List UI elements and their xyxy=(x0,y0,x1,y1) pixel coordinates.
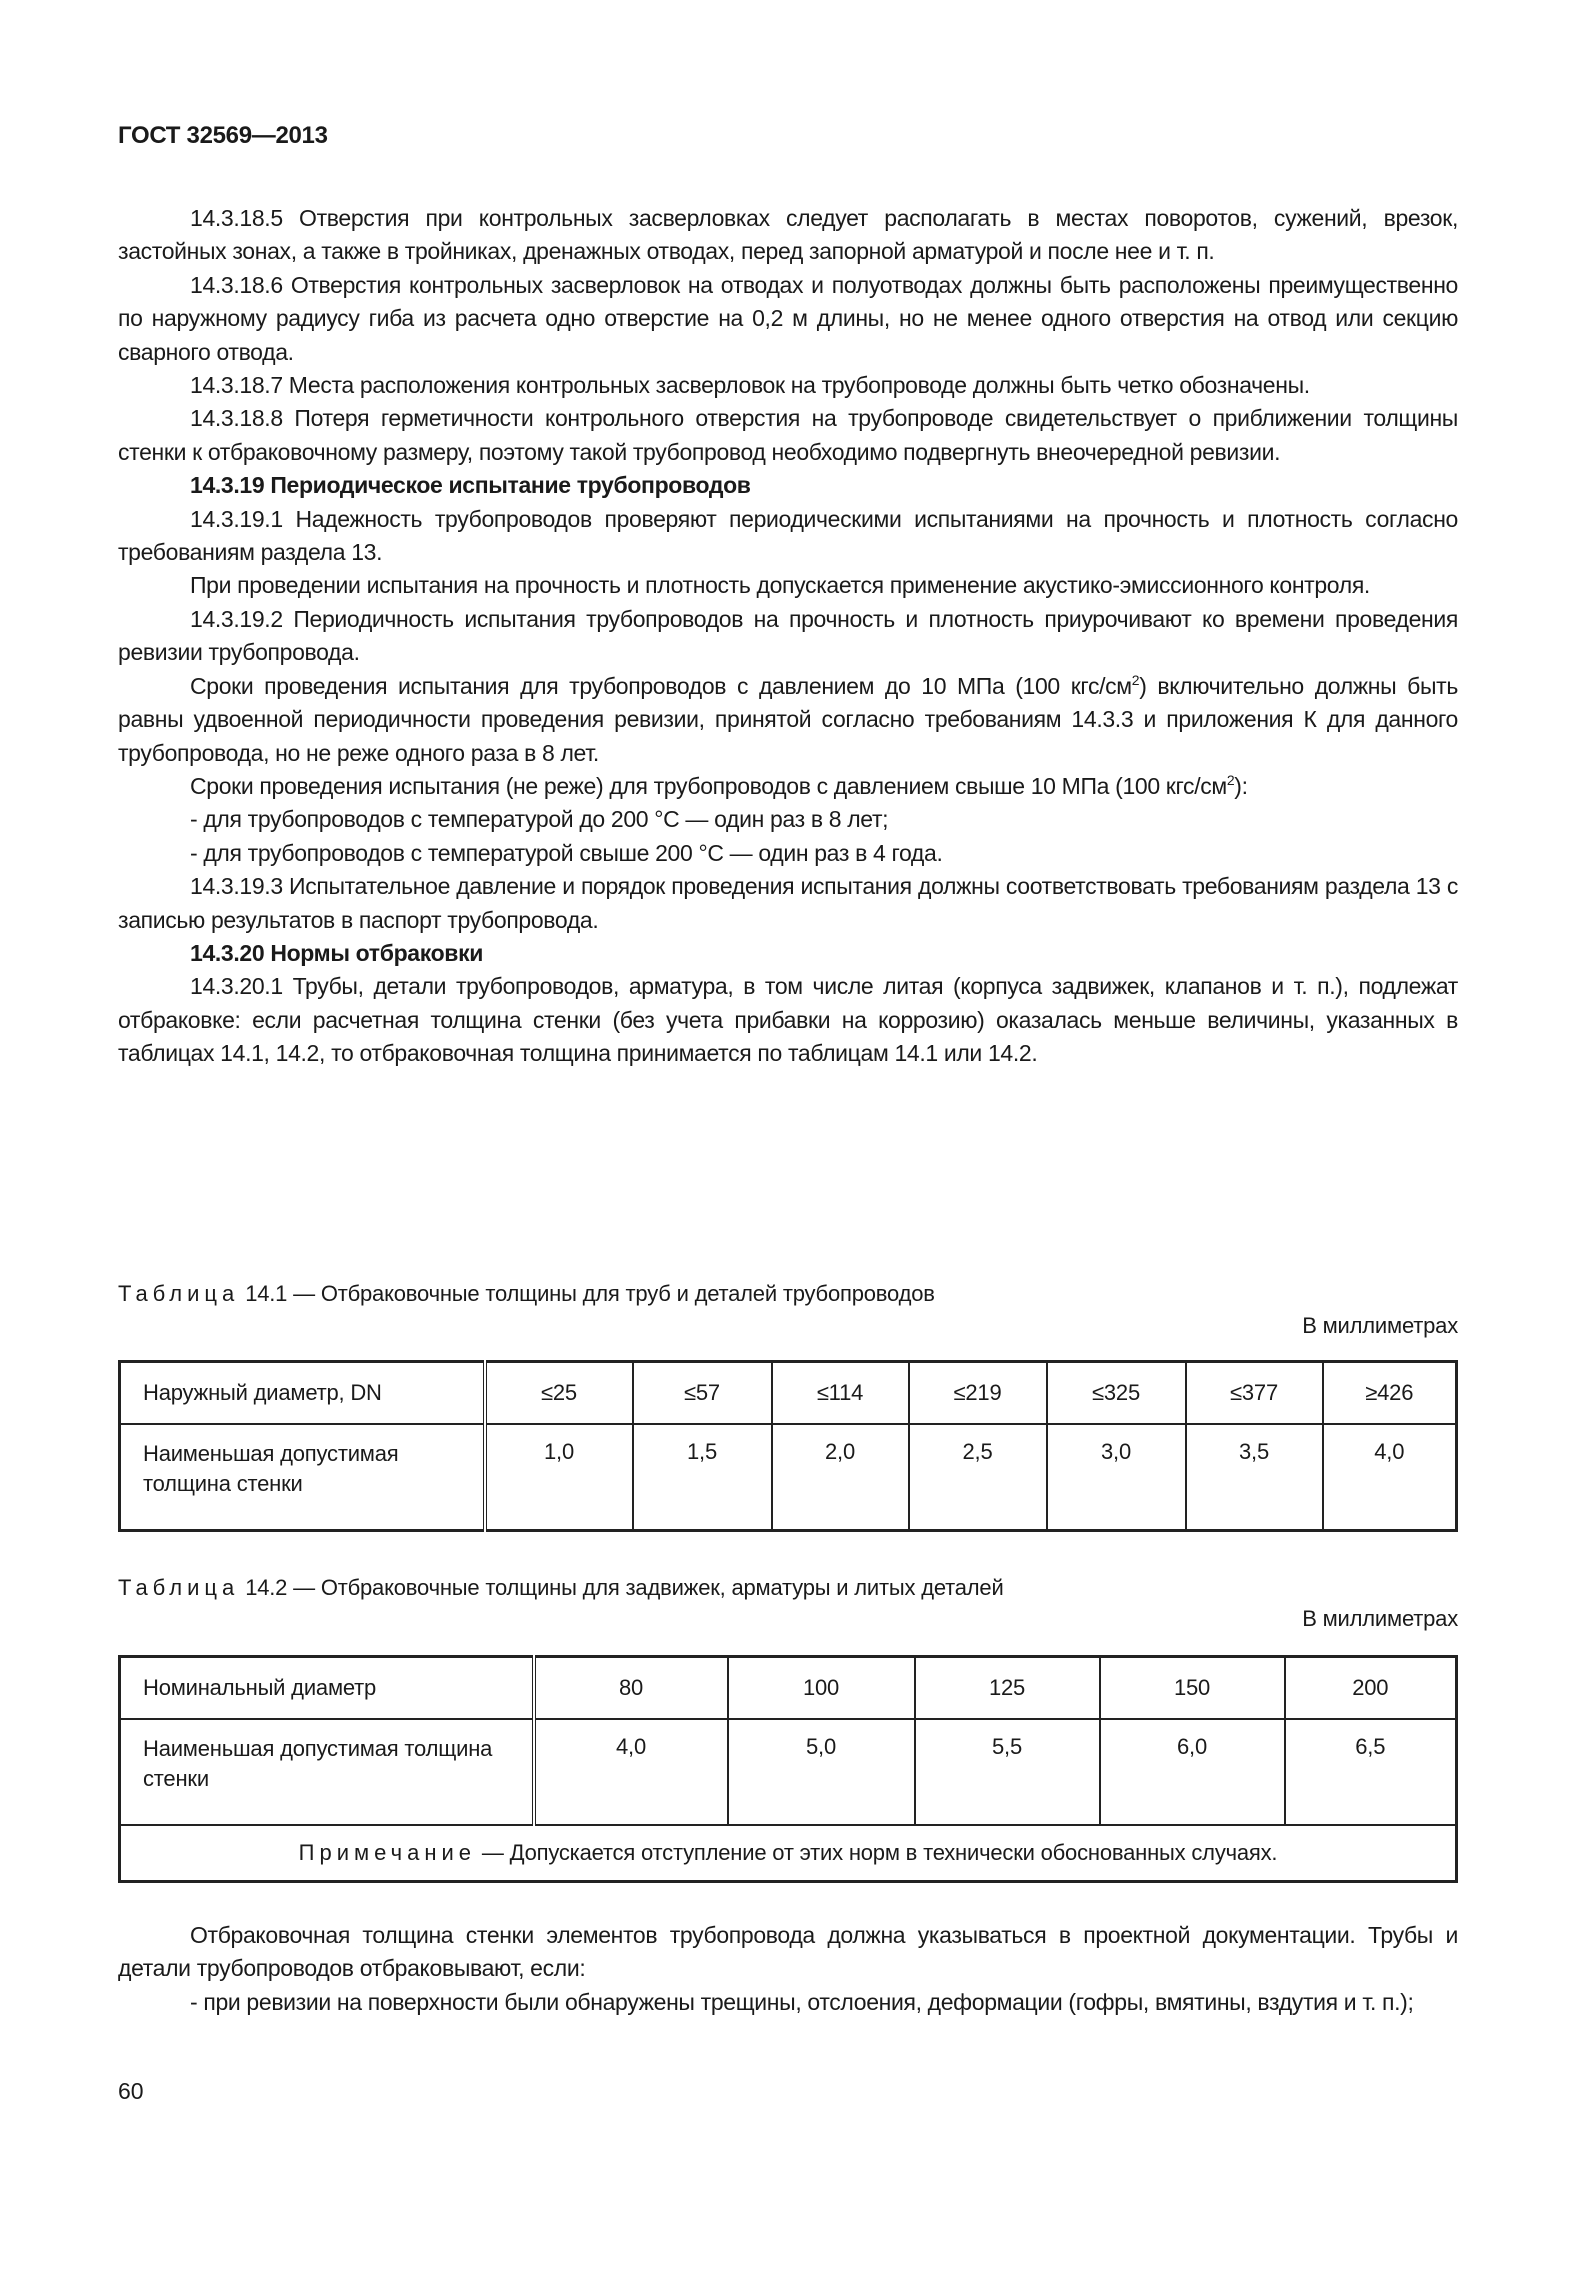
list-item: - при ревизии на поверхности были обнаружены трещины, отслоения, деформации (гофры, вмятины, вздутия и т. п.); xyxy=(190,1988,1414,2015)
cell: 3,0 xyxy=(1047,1424,1186,1531)
table-note xyxy=(120,1825,1457,1882)
cell: 6,0 xyxy=(1100,1719,1285,1825)
cell: 100 xyxy=(728,1657,915,1720)
paragraph: 14.3.19.3 Испытательное давление и порядок проведения испытания должны соответствовать требованиям раздела 13 с записью результатов в паспорт трубопровода. xyxy=(118,873,1458,933)
note-word: Примечание xyxy=(298,1840,476,1865)
cell: ≤325 xyxy=(1047,1362,1186,1425)
cell: 5,5 xyxy=(915,1719,1100,1825)
text-part: ): xyxy=(1234,772,1248,799)
paragraph: 14.3.18.7 Места расположения контрольных засверловок на трубопроводе должны быть четко обозначены. xyxy=(190,372,1310,399)
table-row xyxy=(120,1657,1457,1720)
paragraph: 14.3.20.1 Трубы, детали трубопроводов, арматура, в том числе литая (корпуса задвижек, клапанов и т. п.), подлежат отбраковке: если расчетная толщина стенки (без учета прибавки на коррозию) оказалась меньше величины, указанных в таблицах 14.1, 14.2, то отбраковочная толщина принимается по таблицам 14.1 или 14.2. xyxy=(118,973,1458,1067)
body-text-top xyxy=(118,202,1458,1071)
caption-text: 14.2 — Отбраковочные толщины для задвижек, арматуры и литых деталей xyxy=(245,1575,1004,1600)
section-heading: 14.3.20 Нормы отбраковки xyxy=(190,939,484,966)
paragraph: 14.3.18.6 Отверстия контрольных засверловок на отводах и полуотводах должны быть расположены преимущественно по наружному радиусу гиба из расчета одно отверстие на 0,2 м длины, но не менее одного отверстия на отвод или секцию сварного отвода. xyxy=(118,271,1458,365)
superscript: 2 xyxy=(1226,771,1235,788)
paragraph: При проведении испытания на прочность и плотность допускается применение акустико-эмиссионного контроля. xyxy=(190,572,1370,599)
text-part: Сроки проведения испытания (не реже) для трубопроводов с давлением свыше 10 МПа (100 кгс/см xyxy=(190,772,1227,799)
section-heading: 14.3.19 Периодическое испытание трубопроводов xyxy=(190,472,751,499)
cell: 1,0 xyxy=(485,1424,633,1531)
table-row xyxy=(120,1424,1457,1531)
table2-units: В миллиметрах xyxy=(1302,1606,1458,1631)
cell: 4,0 xyxy=(1323,1424,1457,1531)
paragraph: 14.3.18.5 Отверстия при контрольных засверловках следует располагать в местах поворотов, сужений, врезок, застойных зонах, а также в тройниках, дренажных отводах, перед запорной арматурой и после нее и т. п. xyxy=(118,205,1458,265)
list-item: - для трубопроводов с температурой свыше 200 °С — один раз в 4 года. xyxy=(190,839,943,866)
table-row xyxy=(120,1719,1457,1825)
document-header: ГОСТ 32569—2013 xyxy=(118,122,328,149)
cell: 150 xyxy=(1100,1657,1285,1720)
text-part: Сроки проведения испытания для трубопроводов с давлением до 10 МПа (100 кгс/см xyxy=(190,672,1132,699)
text-part: ) включительно должны быть равны удвоенной периодичности проведения ревизии, принятой согласно требованиям 14.3.3 и приложения К для данного трубопровода, но не реже одного раза в 8 лет. xyxy=(118,672,1458,766)
cell: 200 xyxy=(1285,1657,1457,1720)
caption-word: Таблица xyxy=(118,1281,240,1306)
caption-text: 14.1 — Отбраковочные толщины для труб и деталей трубопроводов xyxy=(245,1281,935,1306)
cell: 125 xyxy=(915,1657,1100,1720)
note-text: — Допускается отступление от этих норм в технически обоснованных случаях. xyxy=(481,1840,1278,1865)
table2-caption xyxy=(118,1575,1004,1601)
table1-caption xyxy=(118,1281,935,1307)
cell: 6,5 xyxy=(1285,1719,1457,1825)
paragraph: Отбраковочная толщина стенки элементов трубопровода должна указываться в проектной документации. Трубы и детали трубопроводов отбраковывают, если: xyxy=(118,1922,1458,1982)
table-note-row xyxy=(120,1825,1457,1882)
table1-units: В миллиметрах xyxy=(1302,1313,1458,1338)
paragraph: 14.3.18.8 Потеря герметичности контрольного отверстия на трубопроводе свидетельствует о приближении толщины стенки к отбраковочному размеру, поэтому такой трубопровод необходимо подвергнуть внеочередной ревизии. xyxy=(118,405,1458,465)
caption-word: Таблица xyxy=(118,1575,240,1600)
cell: 3,5 xyxy=(1186,1424,1323,1531)
cell: ≤377 xyxy=(1186,1362,1323,1425)
row-label: Наименьшая допустимая толщина стенки xyxy=(120,1719,534,1825)
row-label: Наименьшая допустимая толщина стенки xyxy=(120,1424,485,1531)
cell: 1,5 xyxy=(633,1424,772,1531)
paragraph: 14.3.19.1 Надежность трубопроводов проверяют периодическими испытаниями на прочность и плотность согласно требованиям раздела 13. xyxy=(118,505,1458,566)
cell: 4,0 xyxy=(534,1719,728,1825)
page-number: 60 xyxy=(118,2078,144,2104)
cell: 5,0 xyxy=(728,1719,915,1825)
cell: ≤25 xyxy=(485,1362,633,1425)
row-label: Наружный диаметр, DN xyxy=(120,1362,485,1425)
table-row xyxy=(120,1362,1457,1425)
cell: ≥426 xyxy=(1323,1362,1457,1425)
cell: ≤219 xyxy=(909,1362,1047,1425)
cell: 80 xyxy=(534,1657,728,1720)
paragraph xyxy=(118,770,1458,803)
table1 xyxy=(118,1360,1458,1532)
cell: 2,5 xyxy=(909,1424,1047,1531)
paragraph xyxy=(118,670,1458,770)
cell: ≤114 xyxy=(772,1362,909,1425)
superscript: 2 xyxy=(1131,671,1140,688)
paragraph: 14.3.19.2 Периодичность испытания трубопроводов на прочность и плотность приурочивают ко времени проведения ревизии трубопровода. xyxy=(118,605,1458,666)
list-item: - для трубопроводов с температурой до 200 °С — один раз в 8 лет; xyxy=(190,806,889,833)
table2 xyxy=(118,1655,1458,1883)
row-label: Номинальный диаметр xyxy=(120,1657,534,1720)
cell: 2,0 xyxy=(772,1424,909,1531)
body-text-bottom xyxy=(118,1919,1458,2019)
cell: ≤57 xyxy=(633,1362,772,1425)
